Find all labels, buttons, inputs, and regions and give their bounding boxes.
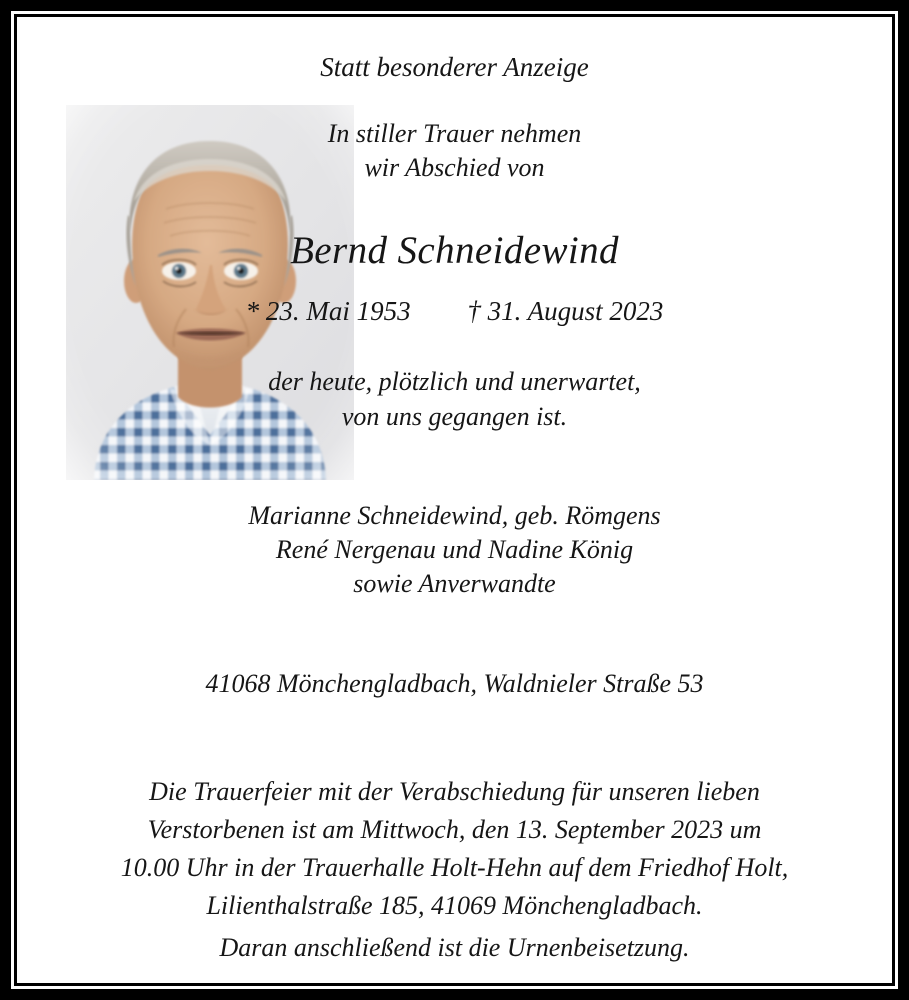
frame-white-gap [11, 11, 898, 989]
birth-date-group [246, 296, 418, 326]
family-block [17, 499, 892, 601]
family-line-2: René Nergenau und Nadine König [275, 535, 634, 564]
death-date: 31. August 2023 [487, 296, 664, 326]
death-date-group [467, 296, 663, 326]
deceased-name-block [17, 226, 892, 276]
notice-heading [17, 49, 892, 85]
address-block [17, 667, 892, 701]
deceased-name: Bernd Schneidewind [290, 229, 619, 272]
intro-block [17, 117, 892, 185]
frame-inner-rule [14, 14, 895, 986]
birth-star-icon: * [245, 296, 260, 326]
passing-line-2: von uns gegangen ist. [341, 402, 568, 431]
passing-block [17, 364, 892, 434]
notice-body [17, 17, 892, 983]
closing-block [17, 931, 892, 965]
service-line-1: Die Trauerfeier mit der Verabschiedung für unseren lieben [149, 777, 760, 806]
intro-line-1: In stiller Trauer nehmen [327, 119, 582, 148]
life-dates-block [17, 293, 892, 329]
notice-text-column [17, 17, 892, 983]
address-line: 41068 Mönchengladbach, Waldnieler Straße 53 [205, 669, 704, 698]
service-details-block [17, 773, 892, 925]
service-line-4: Lilienthalstraße 185, 41069 Mönchengladbach. [206, 891, 703, 920]
family-line-1: Marianne Schneidewind, geb. Römgens [248, 501, 661, 530]
life-dates-row [246, 293, 664, 329]
intro-line-2: wir Abschied von [364, 153, 545, 182]
service-line-3: 10.00 Uhr in der Trauerhalle Holt-Hehn auf dem Friedhof Holt, [120, 853, 789, 882]
heading-line: Statt besonderer Anzeige [320, 52, 589, 82]
passing-line-1: der heute, plötzlich und unerwartet, [268, 367, 641, 396]
closing-line: Daran anschließend ist die Urnenbeisetzung. [219, 933, 690, 962]
death-cross-icon: † [467, 296, 481, 326]
service-line-2: Verstorbenen ist am Mittwoch, den 13. September 2023 um [147, 815, 762, 844]
birth-date: 23. Mai 1953 [265, 296, 411, 326]
family-line-3: sowie Anverwandte [353, 569, 556, 598]
